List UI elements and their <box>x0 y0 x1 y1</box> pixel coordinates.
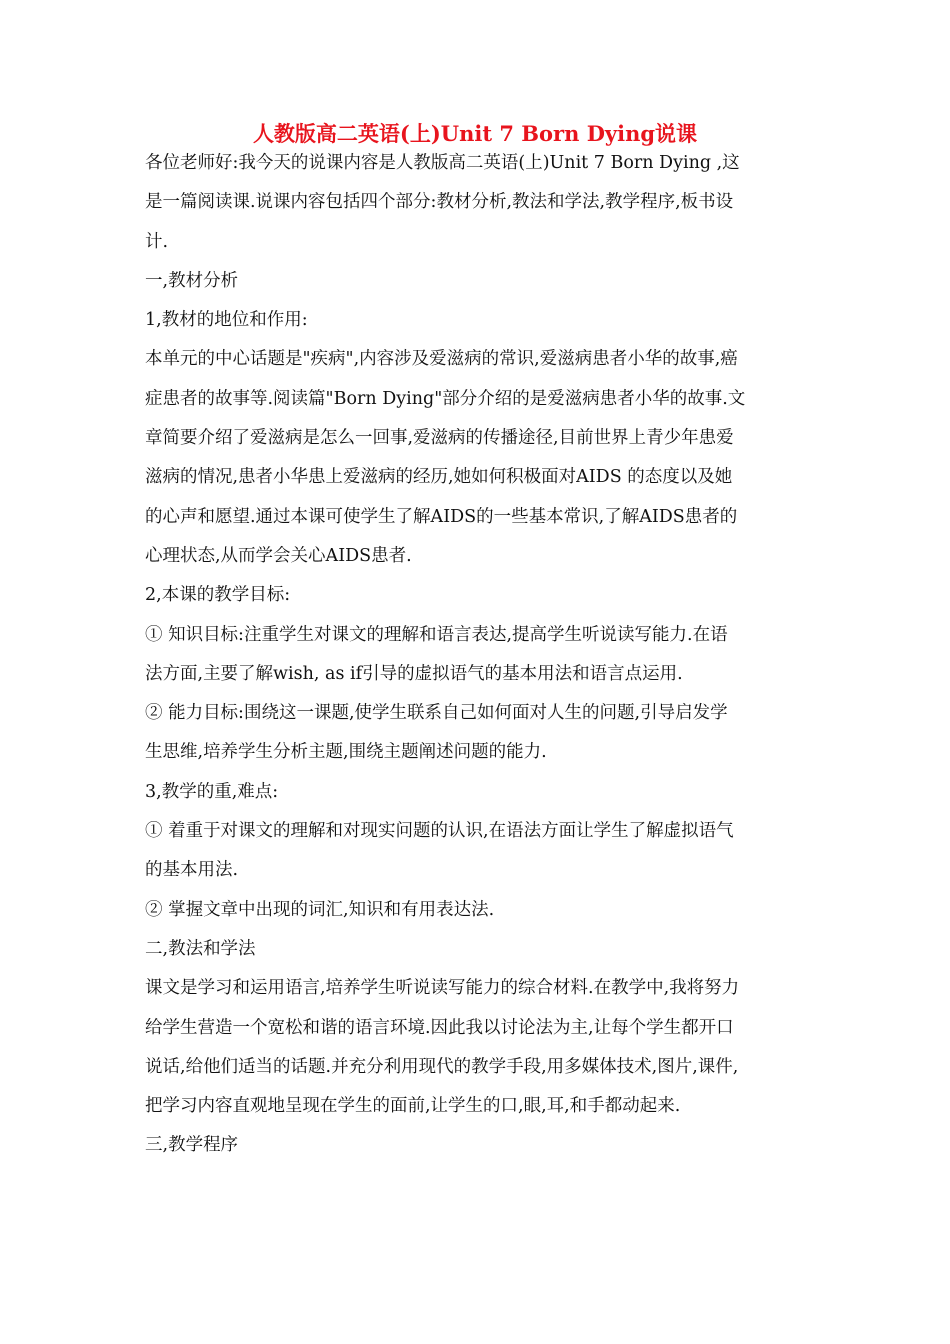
text-line: 症患者的故事等.阅读篇"Born Dying"部分介绍的是爱滋病患者小华的故事.文 <box>145 388 746 409</box>
text-line: 说话,给他们适当的话题.并充分利用现代的教学手段,用多媒体技术,图片,课件, <box>145 1056 739 1077</box>
text-line: 心理状态,从而学会关心AIDS患者. <box>145 545 412 566</box>
text-line: 课文是学习和运用语言,培养学生听说读写能力的综合材料.在教学中,我将努力 <box>145 978 740 999</box>
text-line: 计. <box>145 231 169 252</box>
text-line: ① 知识目标:注重学生对课文的理解和语言表达,提高学生听说读写能力.在语 <box>145 624 728 645</box>
text-line: 是一篇阅读课.说课内容包括四个部分:教材分析,教法和学法,教学程序,板书设 <box>145 192 734 213</box>
section-heading: 二,教法和学法 <box>145 938 256 959</box>
document-body <box>145 144 815 1166</box>
section-heading: 三,教学程序 <box>145 1135 239 1156</box>
text-line: 章简要介绍了爱滋病是怎么一回事,爱滋病的传播途径,目前世界上青少年患爱 <box>145 428 734 449</box>
text-line: 的基本用法. <box>145 860 239 881</box>
text-line: 把学习内容直观地呈现在学生的面前,让学生的口,眼,耳,和手都动起来. <box>145 1096 681 1117</box>
text-line: 各位老师好:我今天的说课内容是人教版高二英语(上)Unit 7 Born Dying ,这 <box>145 153 740 173</box>
text-line: 给学生营造一个宽松和谐的语言环境.因此我以讨论法为主,让每个学生都开口 <box>145 1017 734 1038</box>
text-line: 生思维,培养学生分析主题,围绕主题阐述问题的能力. <box>145 742 547 763</box>
text-line: 本单元的中心话题是"疾病",内容涉及爱滋病的常识,爱滋病患者小华的故事,癌 <box>145 349 738 370</box>
text-line: 的心声和愿望.通过本课可使学生了解AIDS的一些基本常识,了解AIDS患者的 <box>145 506 738 527</box>
text-line: 滋病的情况,患者小华患上爱滋病的经历,她如何积极面对AIDS 的态度以及她 <box>145 467 733 488</box>
text-line: 法方面,主要了解wish, as if引导的虚拟语气的基本用法和语言点运用. <box>145 663 683 684</box>
text-line: ② 掌握文章中出现的词汇,知识和有用表达法. <box>145 899 495 920</box>
subsection-heading: 3,教学的重,难点: <box>145 781 279 802</box>
text-line: ① 着重于对课文的理解和对现实问题的认识,在语法方面让学生了解虚拟语气 <box>145 821 734 842</box>
section-heading: 一,教材分析 <box>145 270 239 291</box>
document-title: 人教版高二英语(上)Unit 7 Born Dying说课 <box>252 121 698 146</box>
text-line: ② 能力目标:围绕这一课题,使学生联系自己如何面对人生的问题,引导启发学 <box>145 703 728 724</box>
subsection-heading: 1,教材的地位和作用: <box>145 310 308 331</box>
subsection-heading: 2,本课的教学目标: <box>145 585 291 606</box>
